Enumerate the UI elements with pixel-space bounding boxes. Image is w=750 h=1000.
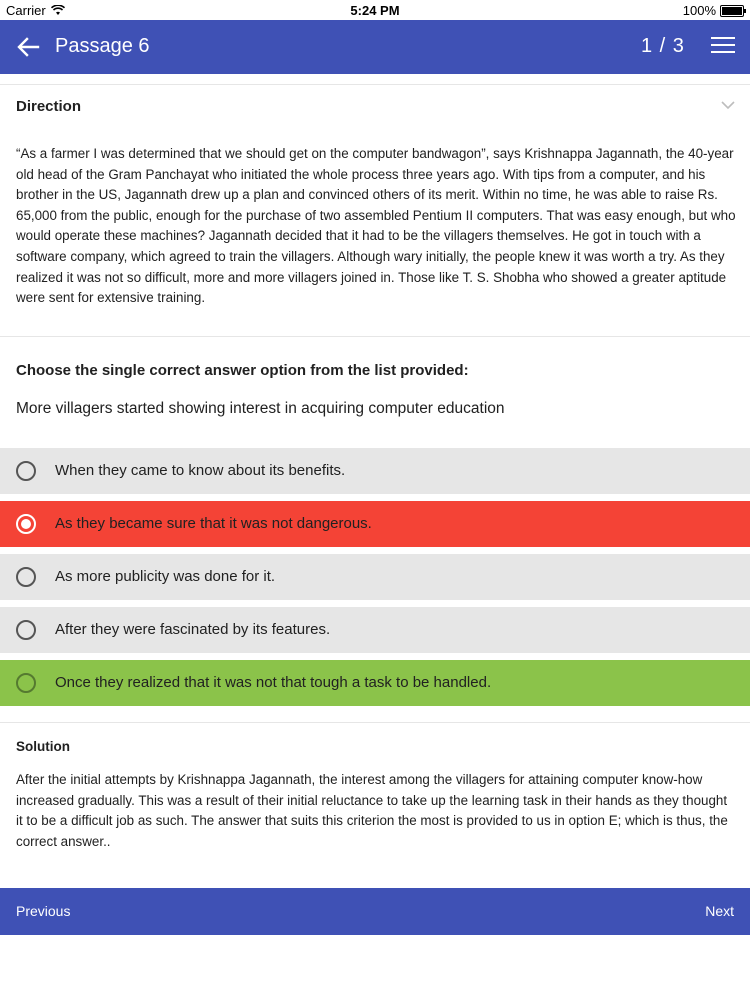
direction-passage: “As a farmer I was determined that we should get on the computer bandwagon”, says Krishnappa Jagannath, the 40-year old head of the Gram Panchayat who initiated the whole process three years ago. With tips from a computer, and his brother in the US, Jagannath drew up a plan and convinced others of its merit. Within no time, he was able to raise Rs. 65,000 from the public, enough for the purchase of two assembled Pentium II computers. That was easy enough, but who would operate these machines? Jagannath decided that it had to be the villagers themselves. He got in touch with a software company, which agreed to train the villagers. Although wary initially, the people knew it was worth a try. As they realized it was not so difficult, more and more villagers joined in. Those like T. S. Shobha who showed a greater aptitude were sent for extensive training. xyxy=(16,146,736,306)
radio-button-selected[interactable] xyxy=(16,514,36,534)
next-button[interactable]: Next xyxy=(705,903,734,919)
bottom-nav-bar xyxy=(0,888,750,935)
radio-button[interactable] xyxy=(16,461,36,481)
previous-button[interactable]: Previous xyxy=(16,903,71,919)
answer-option-b[interactable] xyxy=(0,501,750,547)
solution-text: After the initial attempts by Krishnappa Jagannath, the interest among the villagers for attaining computer know-how increased gradually. This was a result of their initial reluctance to take up the learning task in their hands as they thought it to be a difficult job as such. The answer that suits this criterion the most is provided to us in option E; which is thus, the correct answer.. xyxy=(16,772,728,849)
option-label: When they came to know about its benefits. xyxy=(55,462,346,479)
page-title: Passage 6 xyxy=(55,35,150,57)
question-pager: 1 / 3 xyxy=(641,35,685,57)
hamburger-menu-icon[interactable] xyxy=(711,37,735,57)
divider xyxy=(0,336,750,337)
option-label: After they were fascinated by its features. xyxy=(55,621,331,638)
divider xyxy=(0,84,750,85)
solution-heading: Solution xyxy=(16,739,70,754)
option-label: As they became sure that it was not dangerous. xyxy=(55,515,372,532)
option-label: As more publicity was done for it. xyxy=(55,568,276,585)
direction-heading: Direction xyxy=(16,98,82,115)
carrier-label: Carrier xyxy=(6,3,46,18)
status-bar xyxy=(0,0,750,20)
radio-button[interactable] xyxy=(16,567,36,587)
question-text: More villagers started showing interest in acquiring computer education xyxy=(16,400,505,417)
answer-option-e[interactable] xyxy=(0,660,750,706)
answer-option-d[interactable] xyxy=(0,607,750,653)
answer-option-a[interactable] xyxy=(0,448,750,494)
question-instruction: Choose the single correct answer option from the list provided: xyxy=(16,362,469,379)
battery-icon xyxy=(720,5,744,17)
chevron-down-icon[interactable] xyxy=(721,100,735,110)
status-right xyxy=(683,3,744,18)
arrow-left-icon[interactable] xyxy=(14,34,42,60)
radio-button[interactable] xyxy=(16,620,36,640)
answer-option-c[interactable] xyxy=(0,554,750,600)
radio-button[interactable] xyxy=(16,673,36,693)
battery-percent: 100% xyxy=(682,3,716,18)
divider xyxy=(0,722,750,723)
status-time: 5:24 PM xyxy=(350,3,400,18)
option-label: Once they realized that it was not that tough a task to be handled. xyxy=(55,674,492,691)
app-bar xyxy=(0,20,750,74)
